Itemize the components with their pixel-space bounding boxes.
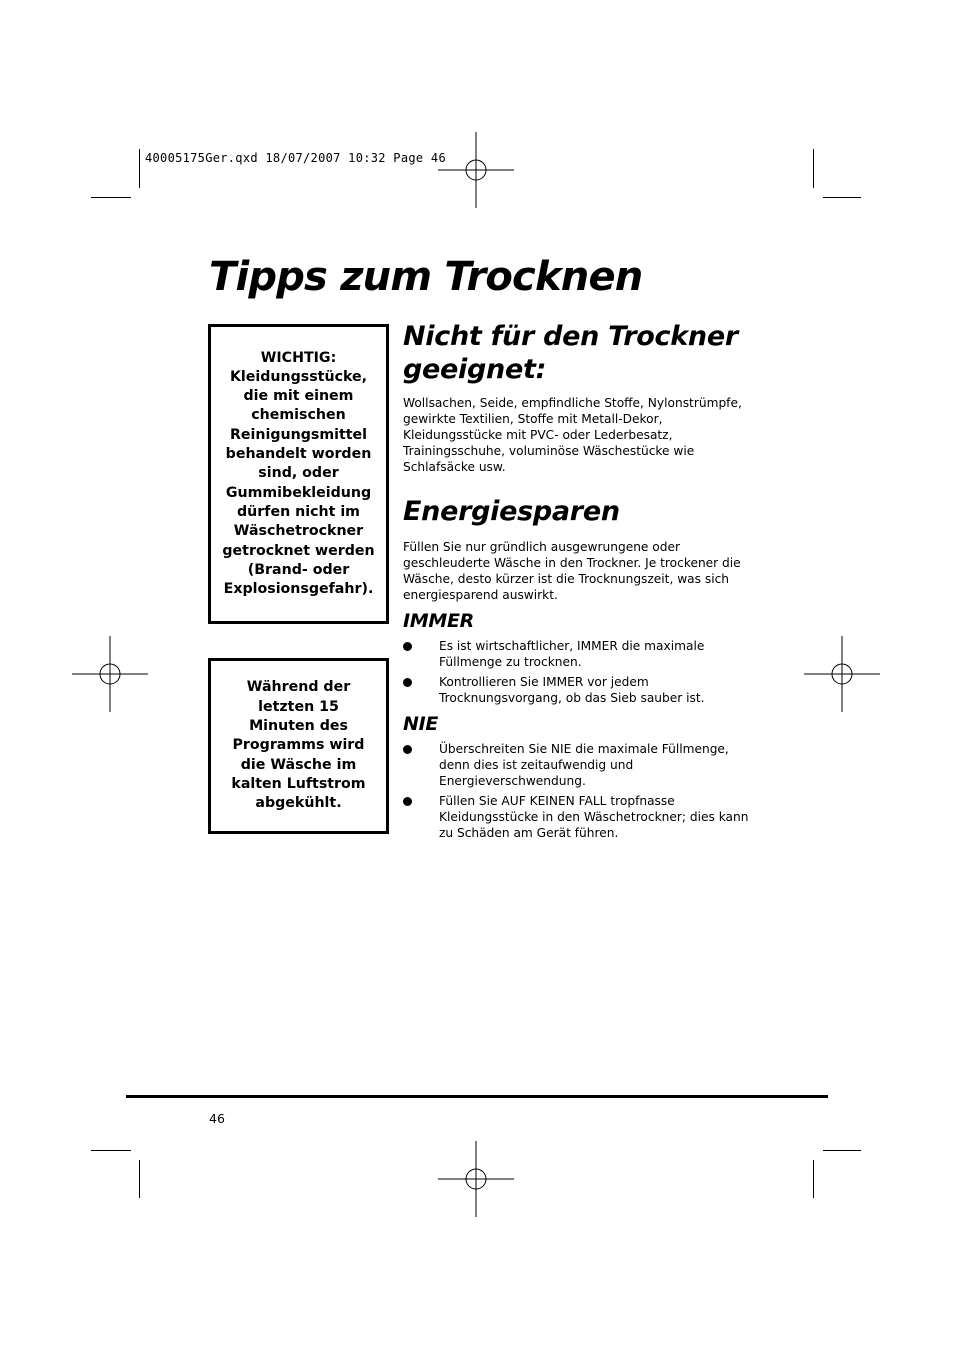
list-item: Überschreiten Sie NIE die maximale Füllmenge, denn dies ist zeitaufwendig und Energieverschwendung. (439, 742, 729, 788)
crop-mark (823, 197, 861, 198)
page-title: Tipps zum Trocknen (209, 254, 643, 300)
list-item: Kontrollieren Sie IMMER vor jedem Trocknungsvorgang, ob das Sieb sauber ist. (439, 675, 705, 705)
paragraph-energy: Füllen Sie nur gründlich ausgewrungene oder geschleuderte Wäsche in den Trockner. Je trockener die Wäsche, desto kürzer ist die Trocknungszeit, was sich energiesparend auswirkt. (403, 540, 741, 602)
bullet-icon (403, 797, 412, 806)
bullet-icon (403, 678, 412, 687)
crop-mark (91, 1150, 131, 1151)
page-number: 46 (209, 1111, 225, 1126)
footer-rule (126, 1095, 828, 1098)
heading-always: IMMER (403, 610, 474, 632)
registration-mark-icon (438, 132, 514, 208)
heading-never: NIE (403, 713, 439, 735)
info-box (208, 658, 389, 834)
paragraph-unsuitable: Wollsachen, Seide, empfindliche Stoffe, Nylonstrümpfe, gewirkte Textilien, Stoffe mit Metall-Dekor, Kleidungsstücke mit PVC- oder Lederbesatz, Trainingsschuhe, voluminöse Wäschestücke wie Schlafsäcke usw. (403, 396, 742, 474)
warning-text: WICHTIG: Kleidungsstücke, die mit einem chemischen Reinigungsmittel behandelt worden sind, oder Gummibekleidung dürfen nicht im Wäschetrockner getrocknet werden (Brand- oder Explosionsgefahr). (222, 349, 375, 598)
crop-mark (139, 149, 140, 188)
info-text: Während der letzten 15 Minuten des Programms wird die Wäsche im kalten Luftstrom abgekühlt. (231, 679, 366, 812)
registration-mark-icon (804, 636, 880, 712)
bullet-icon (403, 745, 412, 754)
crop-mark (813, 1160, 814, 1198)
warning-box (208, 324, 389, 624)
registration-mark-icon (438, 1141, 514, 1217)
print-slug: 40005175Ger.qxd 18/07/2007 10:32 Page 46 (145, 151, 446, 165)
crop-mark (139, 1160, 140, 1198)
bullet-icon (403, 642, 412, 651)
heading-energy: Energiesparen (403, 496, 620, 527)
registration-mark-icon (72, 636, 148, 712)
crop-mark (823, 1150, 861, 1151)
list-item: Füllen Sie AUF KEINEN FALL tropfnasse Kleidungsstücke in den Wäschetrockner; dies kann zu Schäden am Gerät führen. (439, 794, 749, 840)
list-item: Es ist wirtschaftlicher, IMMER die maximale Füllmenge zu trocknen. (439, 639, 705, 669)
crop-mark (813, 149, 814, 188)
heading-unsuitable: Nicht für den Trockner geeignet: (403, 321, 738, 385)
crop-mark (91, 197, 131, 198)
